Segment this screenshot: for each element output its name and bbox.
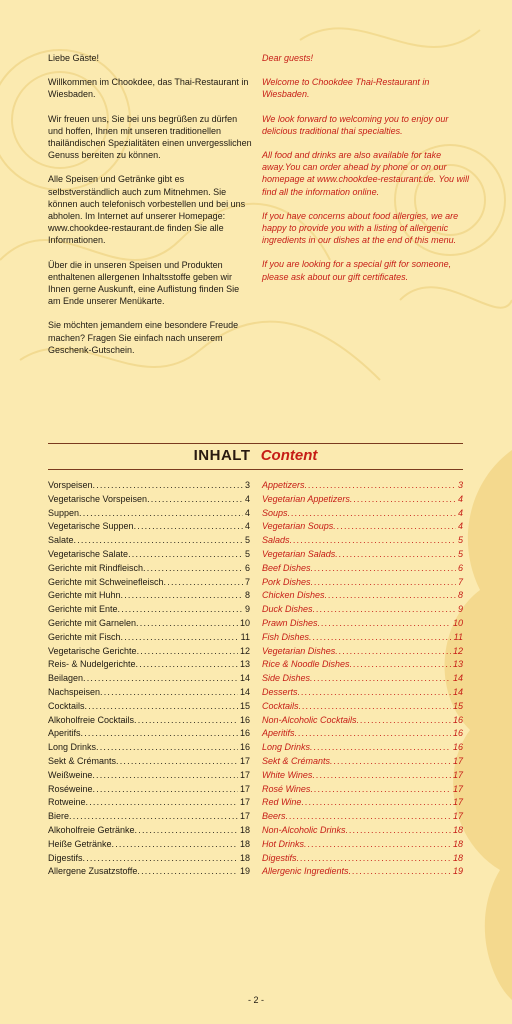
toc-entry-page: 17 (452, 755, 463, 766)
toc-entry-page: 17 (239, 797, 250, 808)
toc-entry-label: Allergene Zusatzstoffe (48, 866, 138, 877)
toc-entry-label: Pork Dishes (262, 576, 311, 587)
toc-entry-page: 18 (452, 852, 463, 863)
toc-entry-label: Red Wine (262, 797, 302, 808)
toc-entry[interactable] (48, 865, 250, 879)
toc-entry-label: Vorspeisen (48, 480, 93, 490)
toc-leader-dots (147, 493, 243, 507)
toc-leader-dots (305, 479, 456, 493)
heading-rule-top (48, 443, 463, 444)
toc-entry-page: 6 (457, 562, 463, 573)
toc-entry-label: Beilagen (48, 673, 84, 684)
heading-english: Content (260, 447, 318, 464)
toc-entry-label: Cocktails (262, 700, 299, 711)
toc-entry-label: Gerichte mit Ente (48, 604, 118, 615)
toc-leader-dots (137, 865, 238, 879)
toc-entry-label: Alkoholfreie Getränke (48, 824, 135, 835)
toc-leader-dots (311, 576, 456, 590)
toc-entry[interactable] (262, 727, 463, 741)
toc-entry-page: 18 (239, 852, 250, 863)
toc-entry-label: Vegetarian Salads (262, 548, 336, 559)
toc-entry-label: Rotweine (48, 797, 86, 808)
toc-entry-page: 17 (452, 769, 463, 780)
toc-entry-label: Roséweine (48, 783, 93, 794)
toc-entry[interactable] (262, 493, 463, 507)
toc-entry-page: 4 (457, 507, 463, 518)
toc-entry[interactable] (48, 576, 250, 590)
toc-entry-label: Long Drinks (48, 742, 97, 753)
toc-leader-dots (134, 520, 243, 534)
toc-entry-label: Beef Dishes (262, 562, 311, 573)
toc-entry[interactable] (48, 507, 250, 521)
toc-entry-label: Vegetarische Vorspeisen (48, 493, 148, 504)
toc-entry-label: Sekt & Crémants (262, 755, 331, 766)
toc-leader-dots (69, 810, 238, 824)
toc-entry[interactable] (48, 796, 250, 810)
toc-leader-dots (118, 603, 243, 617)
toc-entry-page: 18 (239, 824, 250, 835)
page-number: - 2 - (247, 995, 264, 1005)
toc-leader-dots (112, 838, 238, 852)
toc-entry-label: Vegetarian Appetizers (262, 493, 350, 504)
toc-entry[interactable] (48, 631, 250, 645)
toc-entry-label: Alkoholfreie Cocktails (48, 714, 135, 725)
toc-entry-page: 8 (244, 590, 250, 601)
toc-entry[interactable] (262, 686, 463, 700)
toc-entry-page: 8 (457, 590, 463, 601)
toc-leader-dots (304, 838, 451, 852)
toc-entry-label: Rice & Noodle Dishes (262, 659, 350, 670)
toc-entry[interactable] (48, 810, 250, 824)
toc-leader-dots (92, 769, 238, 783)
toc-entry-label: Appetizers (262, 480, 305, 490)
toc-leader-dots (121, 631, 239, 645)
intro-en-paragraph: Dear guests! (262, 53, 314, 63)
toc-entry[interactable] (262, 603, 463, 617)
toc-leader-dots (297, 852, 451, 866)
toc-entry[interactable] (48, 603, 250, 617)
toc-entry-page: 7 (457, 576, 463, 587)
toc-entry-label: Weißweine (48, 769, 93, 780)
toc-leader-dots (349, 865, 451, 879)
toc-leader-dots (286, 810, 451, 824)
toc-entry-page: 17 (452, 783, 463, 794)
toc-entry-page: 16 (452, 728, 463, 739)
toc-leader-dots (164, 576, 243, 590)
toc-entry-page: 4 (457, 493, 463, 504)
toc-entry-label: Allergenic Ingredients (262, 866, 349, 877)
toc-leader-dots (74, 534, 243, 548)
toc-leader-dots (310, 741, 451, 755)
toc-entry-label: Vegetarische Suppen (48, 521, 134, 532)
toc-leader-dots (100, 686, 238, 700)
toc-entry-page: 6 (244, 562, 250, 573)
toc-leader-dots (310, 783, 451, 797)
toc-entry-page: 14 (239, 686, 250, 697)
toc-entry-label: Salads (262, 535, 290, 546)
toc-entry[interactable] (48, 645, 250, 659)
toc-entry[interactable] (262, 479, 463, 493)
toc-entry-label: Vegetarische Salate (48, 548, 129, 559)
toc-leader-dots (318, 617, 451, 631)
toc-entry-page: 13 (239, 659, 250, 670)
toc-entry-page: 4 (244, 521, 250, 532)
toc-entry[interactable] (262, 534, 463, 548)
toc-entry[interactable] (48, 479, 250, 493)
toc-entry-label: Cocktails (48, 700, 85, 711)
toc-leader-dots (137, 645, 238, 659)
toc-entry[interactable] (262, 562, 463, 576)
toc-leader-dots (290, 534, 456, 548)
intro-de-paragraph: Wir freuen uns, Sie bei uns begrüßen zu dürfen und hoffen, Ihnen mit unseren traditionellen thailändischen Spezialitäten einen unvergesslichen Genuss bereiten zu können. (48, 113, 252, 161)
toc-entry-label: Duck Dishes (262, 604, 313, 615)
toc-entry-page: 5 (244, 535, 250, 546)
toc-leader-dots (288, 507, 456, 521)
toc-leader-dots (134, 714, 238, 728)
toc-entry-label: Chicken Dishes (262, 590, 325, 601)
toc-entry-label: Fish Dishes (262, 631, 310, 642)
toc-entry-label: Desserts (262, 686, 298, 697)
toc-entry-label: Heiße Getränke (48, 838, 112, 849)
toc-leader-dots (121, 589, 243, 603)
toc-entry-page: 14 (239, 673, 250, 684)
toc-entry-page: 15 (452, 700, 463, 711)
toc-entry-page: 11 (453, 631, 463, 642)
toc-entry-page: 16 (239, 728, 250, 739)
toc-leader-dots (128, 548, 243, 562)
toc-entry-page: 13 (452, 659, 463, 670)
toc-entry[interactable] (48, 548, 250, 562)
toc-entry-label: Digestifs (262, 852, 297, 863)
toc-entry-label: Vegetarische Gerichte (48, 645, 137, 656)
toc-entry[interactable] (48, 769, 250, 783)
toc-entry[interactable] (48, 658, 250, 672)
toc-leader-dots (135, 824, 238, 838)
toc-leader-dots (93, 783, 238, 797)
toc-entry-page: 5 (244, 548, 250, 559)
toc-leader-dots (333, 520, 456, 534)
toc-leader-dots (136, 658, 238, 672)
toc-leader-dots (325, 589, 456, 603)
toc-entry-page: 11 (240, 631, 250, 642)
toc-entry-page: 16 (452, 742, 463, 753)
toc-leader-dots (136, 617, 238, 631)
toc-leader-dots (346, 824, 451, 838)
toc-entry-page: 17 (239, 811, 250, 822)
heading-rule-bottom (48, 469, 463, 470)
toc-entry[interactable] (262, 810, 463, 824)
toc-leader-dots (301, 796, 451, 810)
toc-entry[interactable] (48, 672, 250, 686)
toc-entry-page: 5 (457, 535, 463, 546)
toc-entry-label: Rosé Wines (262, 783, 311, 794)
toc-leader-dots (81, 727, 238, 741)
toc-entry[interactable] (48, 617, 250, 631)
toc-entry[interactable] (262, 520, 463, 534)
toc-leader-dots (295, 727, 451, 741)
toc-leader-dots (85, 700, 238, 714)
toc-leader-dots (350, 658, 451, 672)
toc-entry[interactable] (262, 838, 463, 852)
toc-entry-page: 3 (244, 480, 250, 490)
toc-entry-page: 17 (239, 755, 250, 766)
toc-entry[interactable] (48, 520, 250, 534)
toc-entry-label: Gerichte mit Fisch (48, 631, 121, 642)
toc-entry-label: Vegetarian Soups (262, 521, 334, 532)
toc-leader-dots (330, 755, 451, 769)
toc-entry-page: 12 (239, 645, 250, 656)
toc-entry-label: Beers (262, 811, 286, 822)
toc-leader-dots (96, 741, 238, 755)
toc-entry[interactable] (262, 824, 463, 838)
toc-entry-page: 9 (244, 604, 250, 615)
intro-en-paragraph: We look forward to welcoming you to enjoy our delicious traditional thai specialties. (262, 113, 449, 136)
toc-entry[interactable] (48, 700, 250, 714)
toc-entry-page: 18 (239, 838, 250, 849)
toc-entry[interactable] (48, 838, 250, 852)
toc-entry[interactable] (48, 562, 250, 576)
toc-entry[interactable] (262, 852, 463, 866)
toc-english (262, 479, 463, 879)
toc-entry-page: 4 (457, 521, 463, 532)
toc-entry-page: 17 (452, 811, 463, 822)
toc-entry-label: Hot Drinks (262, 838, 305, 849)
toc-leader-dots (310, 672, 451, 686)
toc-entry-page: 4 (244, 507, 250, 518)
toc-entry[interactable] (48, 783, 250, 797)
intro-de-paragraph: Über die in unseren Speisen und Produkten enthaltenen allergenen Inhaltsstoffe geben wir Ihnen gerne Auskunft, eine Auflistung finden Sie am Ende unserer Menükarte. (48, 259, 240, 307)
toc-entry-page: 17 (452, 797, 463, 808)
toc-entry-label: Nachspeisen (48, 686, 101, 697)
toc-entry[interactable] (262, 631, 463, 645)
toc-entry[interactable] (48, 686, 250, 700)
toc-entry-page: 12 (452, 645, 463, 656)
toc-entry-label: Sekt & Crémants (48, 755, 117, 766)
toc-entry-page: 10 (452, 617, 463, 628)
toc-leader-dots (311, 562, 456, 576)
toc-entry[interactable] (262, 714, 463, 728)
toc-entry[interactable] (262, 700, 463, 714)
toc-entry-label: White Wines (262, 769, 313, 780)
toc-entry[interactable] (48, 589, 250, 603)
intro-english (262, 52, 472, 295)
toc-entry-label: Gerichte mit Huhn (48, 590, 121, 601)
toc-entry[interactable] (48, 824, 250, 838)
toc-leader-dots (309, 631, 452, 645)
toc-entry[interactable] (262, 796, 463, 810)
toc-entry[interactable] (262, 783, 463, 797)
toc-entry[interactable] (262, 589, 463, 603)
toc-entry-page: 14 (452, 686, 463, 697)
toc-entry-page: 19 (239, 866, 250, 877)
toc-leader-dots (335, 645, 451, 659)
toc-entry-page: 18 (452, 838, 463, 849)
intro-en-paragraph: If you have concerns about food allergies, we are happy to provide you with a listing of allergenic ingredients in our dishes at the end of this menu. (262, 210, 459, 246)
toc-leader-dots (357, 714, 451, 728)
toc-leader-dots (83, 672, 238, 686)
toc-entry[interactable] (262, 576, 463, 590)
toc-entry[interactable] (262, 507, 463, 521)
toc-entry[interactable] (48, 755, 250, 769)
toc-leader-dots (312, 769, 451, 783)
contents-heading (48, 447, 463, 464)
toc-entry[interactable] (48, 493, 250, 507)
toc-entry-page: 9 (457, 604, 463, 615)
toc-entry-label: Vegetarian Dishes (262, 645, 336, 656)
toc-german (48, 479, 250, 879)
toc-entry[interactable] (48, 714, 250, 728)
toc-entry-label: Reis- & Nudelgerichte (48, 659, 136, 670)
toc-leader-dots (350, 493, 456, 507)
toc-entry-label: Side Dishes (262, 673, 311, 684)
toc-entry[interactable] (262, 865, 463, 879)
toc-entry-page: 4 (244, 493, 250, 504)
toc-entry-page: 5 (457, 548, 463, 559)
intro-en-paragraph: If you are looking for a special gift for someone, please ask about our gift certificates. (262, 259, 452, 282)
toc-entry-label: Aperitifs (262, 728, 295, 739)
toc-entry-page: 18 (452, 824, 463, 835)
toc-leader-dots (335, 548, 456, 562)
toc-leader-dots (313, 603, 456, 617)
toc-leader-dots (299, 700, 451, 714)
toc-entry-label: Non-Alcoholic Cocktails (262, 714, 357, 725)
toc-entry[interactable] (262, 658, 463, 672)
toc-entry-page: 17 (239, 783, 250, 794)
toc-entry-label: Suppen (48, 507, 80, 518)
toc-entry-label: Gerichte mit Garnelen (48, 617, 137, 628)
toc-entry-page: 14 (452, 673, 463, 684)
toc-entry-label: Biere (48, 811, 70, 822)
toc-entry[interactable] (262, 741, 463, 755)
heading-german: INHALT (193, 447, 251, 464)
toc-entry[interactable] (262, 617, 463, 631)
toc-entry-label: Soups (262, 507, 288, 518)
toc-leader-dots (79, 507, 243, 521)
toc-leader-dots (298, 686, 451, 700)
toc-entry-label: Aperitifs (48, 728, 81, 739)
toc-entry[interactable] (262, 672, 463, 686)
intro-de-paragraph: Liebe Gäste! (48, 53, 100, 63)
toc-leader-dots (83, 852, 238, 866)
toc-entry-label: Prawn Dishes (262, 617, 318, 628)
toc-entry-label: Gerichte mit Rindfleisch (48, 562, 144, 573)
toc-entry-label: Digestifs (48, 852, 83, 863)
toc-leader-dots (93, 479, 243, 493)
toc-leader-dots (143, 562, 243, 576)
toc-entry-page: 16 (239, 714, 250, 725)
toc-entry-page: 10 (239, 617, 250, 628)
toc-entry[interactable] (48, 852, 250, 866)
toc-entry-page: 17 (239, 769, 250, 780)
toc-entry-page: 7 (244, 576, 250, 587)
toc-entry-label: Gerichte mit Schweinefleisch (48, 576, 164, 587)
intro-german (48, 52, 254, 368)
intro-en-paragraph: All food and drinks are also available for take away.You can order ahead by phone or on our homepage at www.chookdee-restaurant.de. You will find all the information online. (262, 150, 469, 197)
toc-entry-page: 16 (239, 742, 250, 753)
toc-entry-page: 15 (239, 700, 250, 711)
toc-entry-label: Salate (48, 535, 74, 546)
toc-entry[interactable] (262, 645, 463, 659)
toc-entry-label: Long Drinks (262, 742, 311, 753)
intro-en-paragraph: Welcome to Chookdee Thai-Restaurant in Wiesbaden. (262, 77, 430, 100)
toc-entry-page: 19 (452, 866, 463, 877)
toc-entry[interactable] (48, 534, 250, 548)
toc-entry[interactable] (262, 755, 463, 769)
toc-leader-dots (86, 796, 238, 810)
intro-de-paragraph: Alle Speisen und Getränke gibt es selbstverständlich auch zum Mitnehmen. Sie können auch telefonisch vorbestellen und bei uns abholen. Im Internet auf unserer Homepage: www.chookdee-restaurant.de finden Sie alle Informationen. (48, 174, 246, 246)
toc-entry-page: 3 (457, 480, 463, 490)
toc-entry-page: 16 (452, 714, 463, 725)
toc-entry[interactable] (262, 769, 463, 783)
toc-entry-label: Non-Alcoholic Drinks (262, 824, 346, 835)
toc-entry[interactable] (48, 741, 250, 755)
toc-entry[interactable] (48, 727, 250, 741)
intro-de-paragraph: Willkommen im Chookdee, das Thai-Restaurant in Wiesbaden. (48, 77, 249, 100)
intro-de-paragraph: Sie möchten jemandem eine besondere Freude machen? Fragen Sie einfach nach unserem Geschenk-Gutschein. (48, 320, 239, 355)
toc-leader-dots (116, 755, 238, 769)
toc-entry[interactable] (262, 548, 463, 562)
